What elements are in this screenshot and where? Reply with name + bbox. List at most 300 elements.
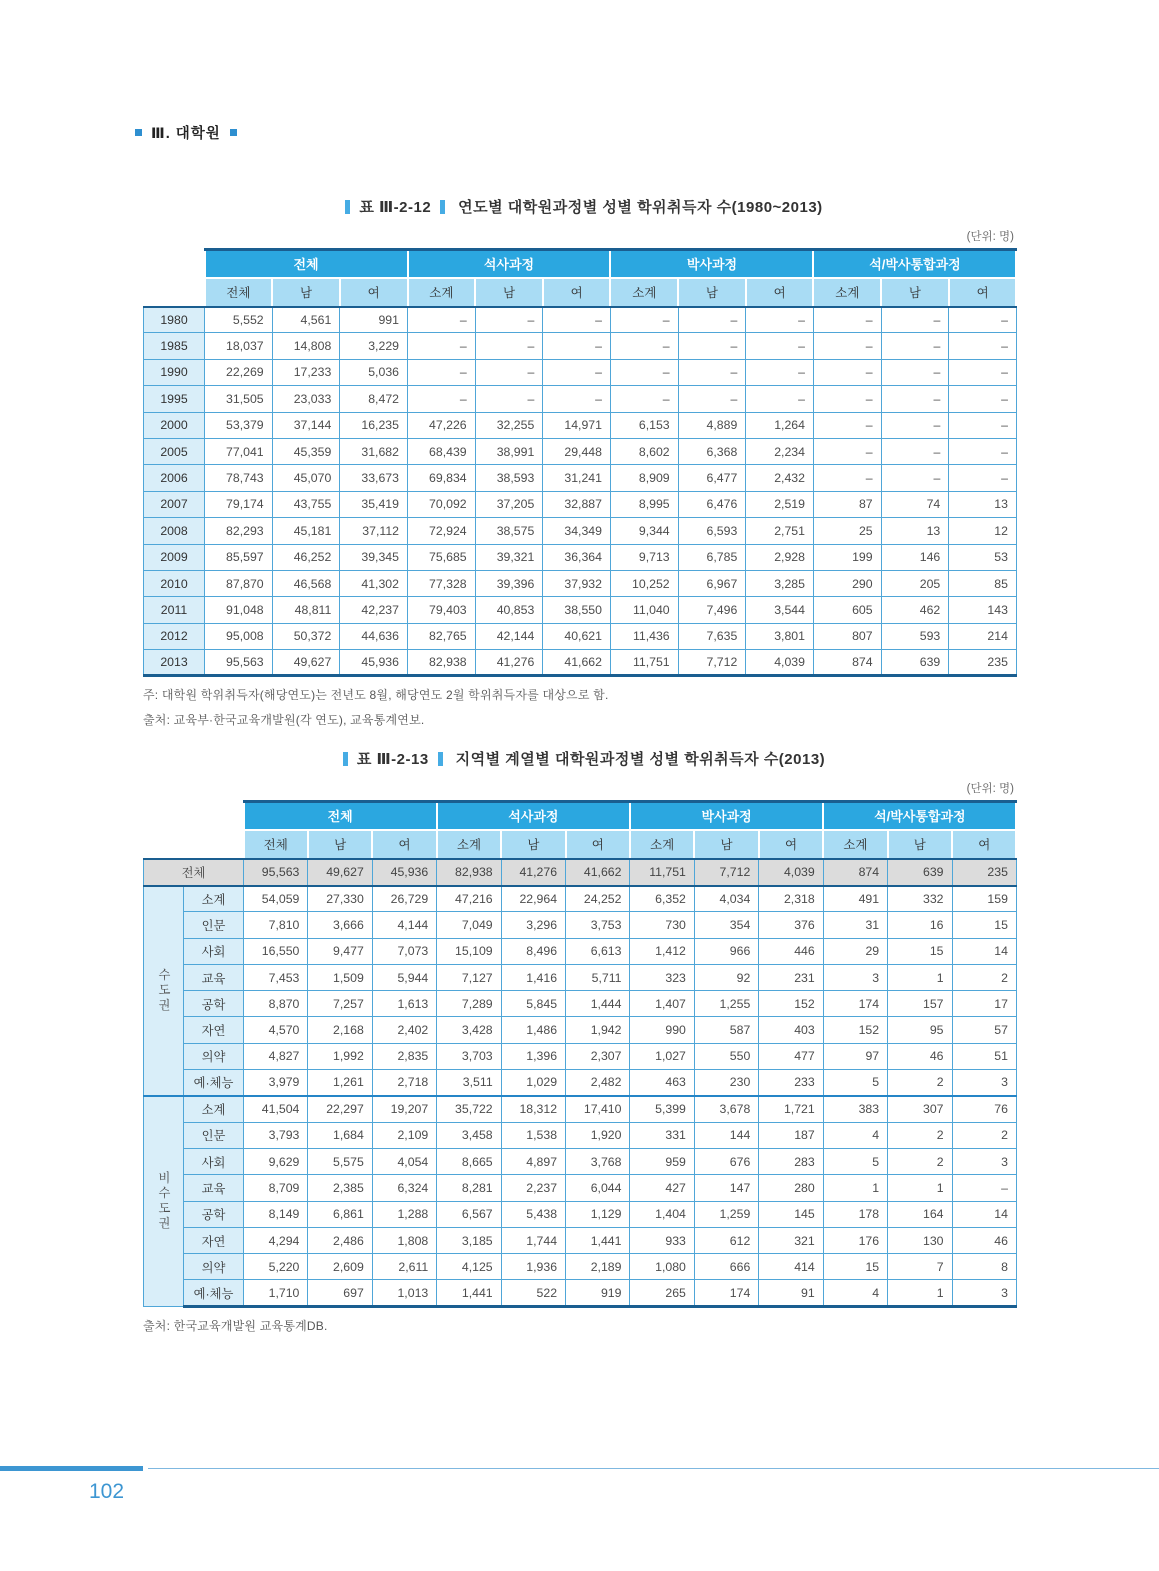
value-cell: 130 [888, 1227, 952, 1253]
value-cell: 15,109 [437, 938, 501, 964]
value-cell: 152 [759, 991, 823, 1017]
column-sub-header: 여 [566, 830, 630, 859]
table-row [144, 1227, 1017, 1253]
value-cell: 4,570 [244, 1017, 308, 1043]
value-cell: 4,054 [372, 1148, 436, 1174]
value-cell: 354 [694, 912, 758, 938]
table-row [144, 597, 1017, 623]
bullet-square-icon [230, 129, 237, 136]
value-cell: 1,721 [759, 1096, 823, 1122]
value-cell: 2,928 [746, 544, 814, 570]
value-cell: 214 [949, 623, 1017, 649]
table-row [144, 491, 1017, 517]
value-cell: 6,567 [437, 1201, 501, 1227]
value-cell: 1,259 [694, 1201, 758, 1227]
value-cell: 1,808 [372, 1227, 436, 1253]
value-cell: 70,092 [408, 491, 476, 517]
value-cell: 79,403 [408, 597, 476, 623]
value-cell: 1 [888, 964, 952, 990]
value-cell: 1,129 [566, 1201, 630, 1227]
value-cell: 2 [888, 1122, 952, 1148]
value-cell: 5,944 [372, 964, 436, 990]
value-cell: – [610, 359, 678, 385]
value-cell: – [678, 333, 746, 359]
value-cell: 1,404 [630, 1201, 694, 1227]
value-cell: 53 [949, 544, 1017, 570]
value-cell: 146 [881, 544, 949, 570]
value-cell: 38,991 [475, 438, 543, 464]
table-row [144, 1175, 1017, 1201]
value-cell: 3,979 [244, 1070, 308, 1096]
value-cell: 29,448 [543, 438, 611, 464]
value-cell: 4,294 [244, 1227, 308, 1253]
value-cell: 1,509 [308, 964, 372, 990]
value-cell: – [408, 333, 476, 359]
value-cell: 6,153 [610, 412, 678, 438]
value-cell: 4,561 [272, 307, 340, 333]
value-cell: 3,753 [566, 912, 630, 938]
value-cell: 4,897 [501, 1148, 565, 1174]
degrees-by-region-table [143, 800, 1017, 1308]
value-cell: 550 [694, 1043, 758, 1069]
value-cell: 17,233 [272, 359, 340, 385]
value-cell: 1,441 [437, 1280, 501, 1306]
value-cell: – [949, 333, 1017, 359]
field-cell: 예·체능 [184, 1280, 244, 1306]
value-cell: 323 [630, 964, 694, 990]
value-cell: 605 [813, 597, 881, 623]
value-cell: 7,049 [437, 912, 501, 938]
value-cell: 376 [759, 912, 823, 938]
field-cell: 의약 [184, 1254, 244, 1280]
value-cell: 18,037 [205, 333, 273, 359]
value-cell: 990 [630, 1017, 694, 1043]
value-cell: 82,938 [437, 859, 501, 886]
value-cell: – [543, 386, 611, 412]
value-cell: 2,318 [759, 886, 823, 912]
value-cell: 427 [630, 1175, 694, 1201]
table-row [144, 1122, 1017, 1148]
value-cell: 51 [952, 1043, 1016, 1069]
value-cell: 6,613 [566, 938, 630, 964]
value-cell: 1,412 [630, 938, 694, 964]
value-cell: 45,181 [272, 518, 340, 544]
value-cell: 8,496 [501, 938, 565, 964]
value-cell: 41,662 [566, 859, 630, 886]
value-cell: 8,995 [610, 491, 678, 517]
value-cell: 5,438 [501, 1201, 565, 1227]
year-cell: 1980 [144, 307, 205, 333]
value-cell: 78,743 [205, 465, 273, 491]
value-cell: 91 [759, 1280, 823, 1306]
region-label-cell: 수도권 [144, 886, 184, 1096]
value-cell: 9,344 [610, 518, 678, 544]
table-row [144, 307, 1017, 333]
table-corner [144, 802, 244, 830]
value-cell: 4,039 [759, 859, 823, 886]
column-group-header: 석/박사통합과정 [813, 250, 1016, 278]
year-cell: 2013 [144, 650, 205, 676]
value-cell: 9,629 [244, 1148, 308, 1174]
value-cell: 14 [952, 1201, 1016, 1227]
value-cell: 53,379 [205, 412, 273, 438]
value-cell: 3,666 [308, 912, 372, 938]
value-cell: 144 [694, 1122, 758, 1148]
value-cell: 12 [949, 518, 1017, 544]
value-cell: – [949, 465, 1017, 491]
value-cell: – [881, 386, 949, 412]
value-cell: 6,324 [372, 1175, 436, 1201]
value-cell: 1,416 [501, 964, 565, 990]
value-cell: 34,349 [543, 518, 611, 544]
value-cell: 11,751 [610, 650, 678, 676]
value-cell: 2,609 [308, 1254, 372, 1280]
value-cell: – [949, 386, 1017, 412]
column-sub-header: 여 [759, 830, 823, 859]
value-cell: 8,870 [244, 991, 308, 1017]
column-sub-header: 여 [949, 278, 1017, 307]
value-cell: 152 [823, 1017, 887, 1043]
value-cell: 2,402 [372, 1017, 436, 1043]
value-cell: 1 [888, 1175, 952, 1201]
value-cell: 41,302 [340, 570, 408, 596]
value-cell: 2,234 [746, 438, 814, 464]
value-cell: 9,477 [308, 938, 372, 964]
field-cell: 의약 [184, 1043, 244, 1069]
value-cell: 231 [759, 964, 823, 990]
table-row [144, 1017, 1017, 1043]
value-cell: 9,713 [610, 544, 678, 570]
table-row [144, 912, 1017, 938]
value-cell: 75,685 [408, 544, 476, 570]
value-cell: 2,718 [372, 1070, 436, 1096]
value-cell: 5,036 [340, 359, 408, 385]
value-cell: 280 [759, 1175, 823, 1201]
value-cell: 3,678 [694, 1096, 758, 1122]
value-cell: 2,307 [566, 1043, 630, 1069]
value-cell: 22,269 [205, 359, 273, 385]
value-cell: 48,811 [272, 597, 340, 623]
value-cell: 87,870 [205, 570, 273, 596]
value-cell: 5 [823, 1148, 887, 1174]
value-cell: 6,477 [678, 465, 746, 491]
value-cell: 7,810 [244, 912, 308, 938]
value-cell: 2,486 [308, 1227, 372, 1253]
value-cell: – [746, 307, 814, 333]
column-sub-header: 여 [746, 278, 814, 307]
value-cell: 2,611 [372, 1254, 436, 1280]
table-row [144, 1254, 1017, 1280]
value-cell: 462 [881, 597, 949, 623]
value-cell: 730 [630, 912, 694, 938]
degrees-by-year-table [143, 248, 1017, 677]
table-row [144, 386, 1017, 412]
value-cell: – [881, 333, 949, 359]
value-cell: 15 [952, 912, 1016, 938]
value-cell: 32,887 [543, 491, 611, 517]
value-cell: 4,827 [244, 1043, 308, 1069]
value-cell: 176 [823, 1227, 887, 1253]
column-sub-header: 소계 [630, 830, 694, 859]
field-cell: 예·체능 [184, 1070, 244, 1096]
value-cell: – [746, 359, 814, 385]
value-cell: 2,168 [308, 1017, 372, 1043]
table1-caption-title: 연도별 대학원과정별 성별 학위취득자 수(1980~2013) [458, 199, 823, 216]
value-cell: 22,297 [308, 1096, 372, 1122]
column-group-header: 석사과정 [437, 802, 630, 830]
column-group-header: 전체 [244, 802, 437, 830]
value-cell: 49,627 [272, 650, 340, 676]
value-cell: 1,444 [566, 991, 630, 1017]
value-cell: 8,149 [244, 1201, 308, 1227]
value-cell: 807 [813, 623, 881, 649]
value-cell: 95,563 [205, 650, 273, 676]
value-cell: 23,033 [272, 386, 340, 412]
value-cell: – [813, 359, 881, 385]
value-cell: 46,568 [272, 570, 340, 596]
column-sub-header: 소계 [823, 830, 887, 859]
value-cell: – [475, 386, 543, 412]
value-cell: 966 [694, 938, 758, 964]
value-cell: 5 [823, 1070, 887, 1096]
value-cell: 414 [759, 1254, 823, 1280]
value-cell: 11,751 [630, 859, 694, 886]
column-sub-header: 여 [952, 830, 1016, 859]
value-cell: 11,040 [610, 597, 678, 623]
value-cell: 5,552 [205, 307, 273, 333]
column-sub-header: 남 [881, 278, 949, 307]
value-cell: 82,938 [408, 650, 476, 676]
value-cell: 26,729 [372, 886, 436, 912]
value-cell: 4 [823, 1122, 887, 1148]
value-cell: 174 [694, 1280, 758, 1306]
value-cell: 10,252 [610, 570, 678, 596]
column-group-header: 박사과정 [610, 250, 813, 278]
table1-caption [143, 196, 1016, 218]
value-cell: 97 [823, 1043, 887, 1069]
table-row [144, 886, 1017, 912]
bullet-square-icon [135, 129, 142, 136]
value-cell: 45,936 [340, 650, 408, 676]
header-group-row [144, 802, 1017, 830]
value-cell: 45,070 [272, 465, 340, 491]
value-cell: 446 [759, 938, 823, 964]
value-cell: 4,125 [437, 1254, 501, 1280]
value-cell: 2,482 [566, 1070, 630, 1096]
value-cell: 14,971 [543, 412, 611, 438]
value-cell: 35,419 [340, 491, 408, 517]
year-cell: 2007 [144, 491, 205, 517]
value-cell: 159 [952, 886, 1016, 912]
table-row [144, 1201, 1017, 1227]
value-cell: 2,237 [501, 1175, 565, 1201]
value-cell: 1,942 [566, 1017, 630, 1043]
value-cell: 87 [813, 491, 881, 517]
value-cell: 11,436 [610, 623, 678, 649]
value-cell: 5,220 [244, 1254, 308, 1280]
value-cell: 1,288 [372, 1201, 436, 1227]
value-cell: 41,276 [475, 650, 543, 676]
value-cell: – [813, 386, 881, 412]
table1-caption-code: 표 Ⅲ-2-12 [359, 199, 432, 216]
value-cell: – [949, 359, 1017, 385]
value-cell: 383 [823, 1096, 887, 1122]
value-cell: 1,920 [566, 1122, 630, 1148]
table2-caption [143, 748, 1016, 770]
value-cell: – [949, 412, 1017, 438]
value-cell: 1,710 [244, 1280, 308, 1306]
value-cell: 8,709 [244, 1175, 308, 1201]
value-cell: 4,144 [372, 912, 436, 938]
table-row [144, 1070, 1017, 1096]
table2-caption-code: 표 Ⅲ-2-13 [356, 751, 429, 768]
value-cell: 7,289 [437, 991, 501, 1017]
value-cell: 3,229 [340, 333, 408, 359]
value-cell: – [408, 386, 476, 412]
value-cell: 45,936 [372, 859, 436, 886]
value-cell: 919 [566, 1280, 630, 1306]
value-cell: 164 [888, 1201, 952, 1227]
value-cell: 8,909 [610, 465, 678, 491]
value-cell: 1 [823, 1175, 887, 1201]
value-cell: 29 [823, 938, 887, 964]
field-cell: 공학 [184, 991, 244, 1017]
table1-unit-label: (단위: 명) [966, 231, 1014, 243]
value-cell: 5,845 [501, 991, 565, 1017]
value-cell: 31 [823, 912, 887, 938]
column-sub-header: 남 [501, 830, 565, 859]
value-cell: 3,544 [746, 597, 814, 623]
value-cell: 143 [949, 597, 1017, 623]
column-group-header: 박사과정 [630, 802, 823, 830]
page-number: 102 [88, 1480, 125, 1503]
value-cell: 2 [888, 1070, 952, 1096]
value-cell: 1,684 [308, 1122, 372, 1148]
value-cell: 2,432 [746, 465, 814, 491]
value-cell: 331 [630, 1122, 694, 1148]
value-cell: 13 [949, 491, 1017, 517]
value-cell: 32,255 [475, 412, 543, 438]
value-cell: 2,189 [566, 1254, 630, 1280]
value-cell: 2,519 [746, 491, 814, 517]
value-cell: 8,281 [437, 1175, 501, 1201]
value-cell: 1,936 [501, 1254, 565, 1280]
value-cell: 69,834 [408, 465, 476, 491]
value-cell: 1,407 [630, 991, 694, 1017]
value-cell: 265 [630, 1280, 694, 1306]
value-cell: 145 [759, 1201, 823, 1227]
column-group-header: 석/박사통합과정 [823, 802, 1016, 830]
value-cell: 403 [759, 1017, 823, 1043]
value-cell: 41,504 [244, 1096, 308, 1122]
value-cell: – [881, 307, 949, 333]
value-cell: 47,216 [437, 886, 501, 912]
column-sub-header: 여 [543, 278, 611, 307]
value-cell: 7,712 [694, 859, 758, 886]
year-cell: 2008 [144, 518, 205, 544]
value-cell: 933 [630, 1227, 694, 1253]
table2-source: 출처: 한국교육개발원 교육통계DB. [143, 1318, 328, 1333]
field-cell: 사회 [184, 938, 244, 964]
value-cell: 49,627 [308, 859, 372, 886]
value-cell: 35,722 [437, 1096, 501, 1122]
table-row [144, 412, 1017, 438]
caption-bar-icon [345, 200, 350, 214]
table1-note: 주: 대학원 학위취득자(해당연도)는 전년도 8월, 해당연도 2월 학위취득자를 대상으로 함. [143, 688, 609, 703]
value-cell: 1,992 [308, 1043, 372, 1069]
value-cell: 77,328 [408, 570, 476, 596]
column-sub-header: 남 [308, 830, 372, 859]
value-cell: 874 [823, 859, 887, 886]
field-cell: 사회 [184, 1148, 244, 1174]
value-cell: 25 [813, 518, 881, 544]
value-cell: 1,255 [694, 991, 758, 1017]
value-cell: 6,785 [678, 544, 746, 570]
value-cell: 18,312 [501, 1096, 565, 1122]
table2-caption-title: 지역별 계열별 대학원과정별 성별 학위취득자 수(2013) [455, 751, 826, 768]
value-cell: 16 [888, 912, 952, 938]
total-label-cell: 전체 [144, 859, 244, 886]
value-cell: 991 [340, 307, 408, 333]
value-cell: 40,621 [543, 623, 611, 649]
value-cell: 477 [759, 1043, 823, 1069]
field-cell: 인문 [184, 1122, 244, 1148]
value-cell: 76 [952, 1096, 1016, 1122]
value-cell: 16,235 [340, 412, 408, 438]
value-cell: 37,205 [475, 491, 543, 517]
value-cell: 321 [759, 1227, 823, 1253]
value-cell: 17 [952, 991, 1016, 1017]
value-cell: – [678, 307, 746, 333]
region-label-cell: 비수도권 [144, 1096, 184, 1306]
column-sub-header: 남 [694, 830, 758, 859]
value-cell: 43,755 [272, 491, 340, 517]
value-cell: 1,538 [501, 1122, 565, 1148]
value-cell: – [952, 1175, 1016, 1201]
value-cell: 491 [823, 886, 887, 912]
value-cell: 874 [813, 650, 881, 676]
value-cell: 5,575 [308, 1148, 372, 1174]
value-cell: 13 [881, 518, 949, 544]
value-cell: 6,967 [678, 570, 746, 596]
value-cell: 77,041 [205, 438, 273, 464]
value-cell: 1,486 [501, 1017, 565, 1043]
value-cell: 3,511 [437, 1070, 501, 1096]
value-cell: 959 [630, 1148, 694, 1174]
value-cell: 46,252 [272, 544, 340, 570]
value-cell: 14 [952, 938, 1016, 964]
value-cell: 3,185 [437, 1227, 501, 1253]
header-sub-row [144, 278, 1017, 307]
value-cell: 36,364 [543, 544, 611, 570]
total-row [144, 859, 1017, 886]
value-cell: 290 [813, 570, 881, 596]
year-cell: 2006 [144, 465, 205, 491]
table-row [144, 623, 1017, 649]
table-row [144, 1043, 1017, 1069]
value-cell: 332 [888, 886, 952, 912]
value-cell: 522 [501, 1280, 565, 1306]
value-cell: 95,008 [205, 623, 273, 649]
value-cell: 1,441 [566, 1227, 630, 1253]
value-cell: 235 [949, 650, 1017, 676]
value-cell: 230 [694, 1070, 758, 1096]
year-cell: 2010 [144, 570, 205, 596]
value-cell: 2,751 [746, 518, 814, 544]
value-cell: 24,252 [566, 886, 630, 912]
value-cell: – [949, 438, 1017, 464]
column-sub-header: 소계 [408, 278, 476, 307]
